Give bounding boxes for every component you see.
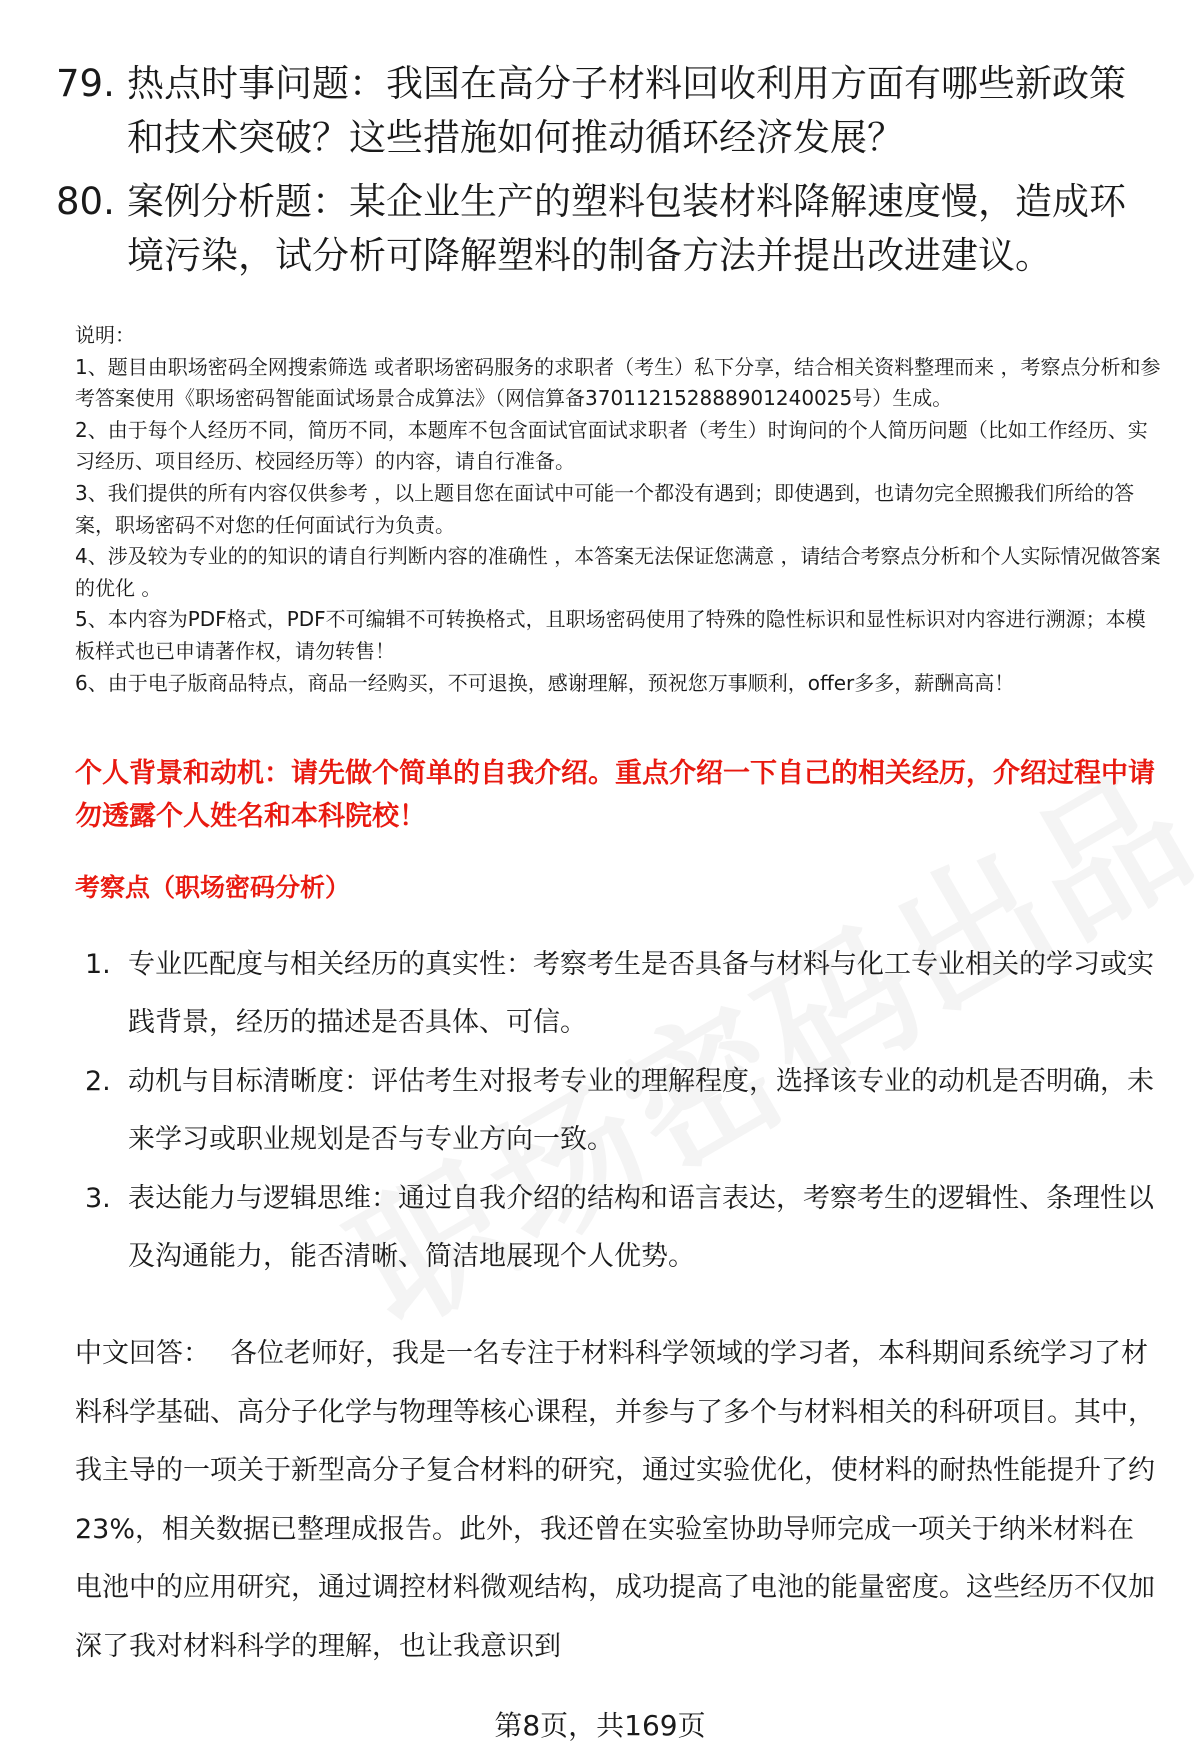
point-text: 动机与目标清晰度：评估考生对报考专业的理解程度，选择该专业的动机是否明确，未来学习或职业规划是否与专业方向一致。 (128, 1066, 1154, 1155)
question-number: 80. (56, 180, 115, 223)
point-number: 2. (85, 1066, 111, 1097)
disclaimer-notes (75, 320, 1165, 699)
answer-paragraph (75, 1325, 1160, 1676)
interview-question-heading: 个人背景和动机：请先做个简单的自我介绍。重点介绍一下自己的相关经历，介绍过程中请勿透露个人姓名和本科院校！ (75, 758, 1155, 832)
question-number: 79. (56, 62, 115, 105)
point-number: 1. (85, 949, 111, 980)
question-text: 热点时事问题：我国在高分子材料回收利用方面有哪些新政策和技术突破？这些措施如何推动循环经济发展？ (127, 62, 1126, 159)
answer-label: 中文回答： (75, 1338, 210, 1369)
note-item: 6、由于电子版商品特点，商品一经购买，不可退换，感谢理解，预祝您万事顺利，offer多多，薪酬高高！ (75, 670, 1015, 695)
notes-title: 说明： (75, 323, 135, 347)
question-item-79 (56, 57, 1146, 165)
note-item: 4、涉及较为专业的的知识的请自行判断内容的准确性 ，本答案无法保证您满意 ，请结合考察点分析和个人实际情况做答案的优化 。 (75, 544, 1161, 600)
analysis-heading: 考察点（职场密码分析） (75, 873, 351, 902)
list-item (75, 1053, 1165, 1169)
analysis-points-list (75, 936, 1165, 1287)
question-text: 案例分析题：某企业生产的塑料包装材料降解速度慢，造成环境污染，试分析可降解塑料的制备方法并提出改进建议。 (127, 180, 1126, 277)
note-item: 3、我们提供的所有内容仅供参考 ，以上题目您在面试中可能一个都没有遇到；即使遇到，也请勿完全照搬我们所给的答案，职场密码不对您的任何面试行为负责。 (75, 480, 1135, 537)
list-item (75, 1170, 1165, 1286)
list-item (75, 936, 1165, 1052)
note-item: 1、题目由职场密码全网搜索筛选 或者职场密码服务的求职者（考生）私下分享，结合相关资料整理而来 ，考察点分析和参考答案使用《职场密码智能面试场景合成算法》（网信算备370112152888901240025号）生成。 (75, 354, 1161, 411)
note-item: 5、本内容为PDF格式，PDF不可编辑不可转换格式，且职场密码使用了特殊的隐性标识和显性标识对内容进行溯源；本模板样式也已申请著作权，请勿转售！ (75, 607, 1146, 663)
question-item-80 (56, 175, 1146, 283)
point-text: 表达能力与逻辑思维：通过自我介绍的结构和语言表达，考察考生的逻辑性、条理性以及沟通能力，能否清晰、简洁地展现个人优势。 (128, 1183, 1154, 1272)
point-text: 专业匹配度与相关经历的真实性：考察考生是否具备与材料与化工专业相关的学习或实践背景，经历的描述是否具体、可信。 (128, 949, 1154, 1038)
point-number: 3. (85, 1183, 111, 1214)
page-number: 第8页，共169页 (494, 1709, 706, 1742)
note-item: 2、由于每个人经历不同，简历不同，本题库不包含面试官面试求职者（考生）时询问的个人简历问题（比如工作经历、实习经历、项目经历、校园经历等）的内容，请自行准备。 (75, 417, 1148, 474)
answer-text: 各位老师好，我是一名专注于材料科学领域的学习者，本科期间系统学习了材料科学基础、高分子化学与物理等核心课程，并参与了多个与材料相关的科研项目。其中，我主导的一项关于新型高分子复合材料的研究，通过实验优化，使材料的耐热性能提升了约23%，相关数据已整理成报告。此外，我还曾在实验室协助导师完成一项关于纳米材料在电池中的应用研究，通过调控材料微观结构，成功提高了电池的能量密度。这些经历不仅加深了我对材料科学的理解，也让我意识到 (75, 1338, 1155, 1662)
